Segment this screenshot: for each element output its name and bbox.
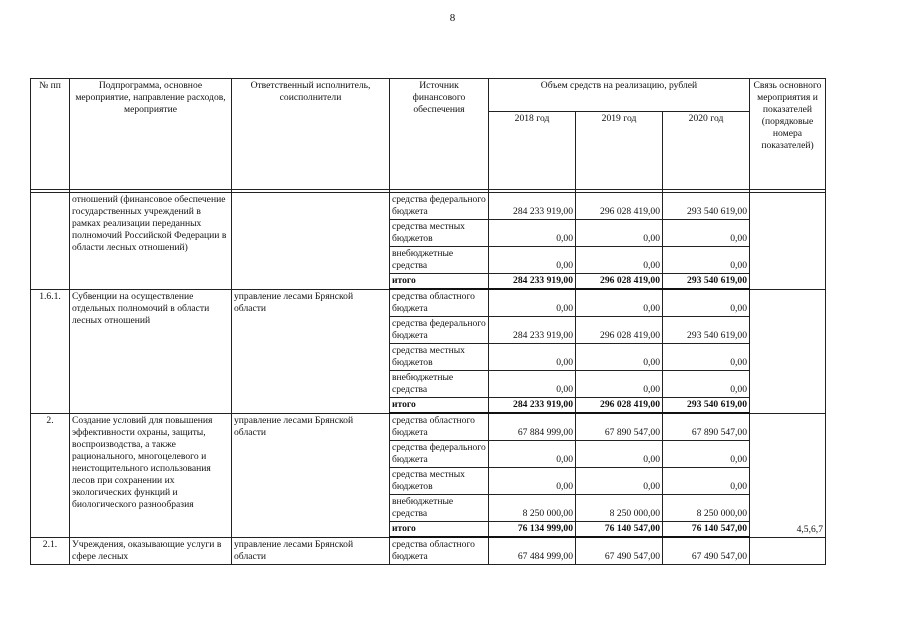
value-2018: 67 484 999,00 [489, 537, 576, 565]
header-link: Связь основного мероприятия и показателей (порядковые номера показателей) [750, 79, 826, 190]
value-2019: 296 028 419,00 [576, 274, 663, 290]
program-cell: Учреждения, оказывающие услуги в сфере лесных [70, 537, 232, 565]
value-2020: 67 490 547,00 [663, 537, 750, 565]
source-cell: средства федерального бюджета [390, 441, 489, 468]
value-2020: 293 540 619,00 [663, 398, 750, 414]
table-body [31, 79, 826, 565]
value-2019: 296 028 419,00 [576, 193, 663, 220]
value-2020: 0,00 [663, 441, 750, 468]
value-2019: 0,00 [576, 289, 663, 317]
source-cell: средства федерального бюджета [390, 193, 489, 220]
value-2018: 0,00 [489, 220, 576, 247]
row-number: 2.1. [31, 537, 70, 565]
value-2019: 67 890 547,00 [576, 413, 663, 441]
value-2018: 0,00 [489, 289, 576, 317]
source-cell: средства областного бюджета [390, 289, 489, 317]
value-2020: 0,00 [663, 220, 750, 247]
value-2018: 76 134 999,00 [489, 522, 576, 538]
value-2019: 296 028 419,00 [576, 317, 663, 344]
value-2020: 67 890 547,00 [663, 413, 750, 441]
value-2018: 284 233 919,00 [489, 398, 576, 414]
value-2019: 296 028 419,00 [576, 398, 663, 414]
value-2020: 0,00 [663, 289, 750, 317]
executor-cell: управление лесами Брянской области [232, 537, 390, 565]
value-2018: 0,00 [489, 247, 576, 274]
value-2019: 0,00 [576, 468, 663, 495]
table-row [31, 537, 826, 565]
header-row [31, 79, 826, 112]
value-2020: 293 540 619,00 [663, 193, 750, 220]
value-2019: 0,00 [576, 247, 663, 274]
link-cell: 4,5,6,7 [750, 413, 826, 537]
source-cell: средства федерального бюджета [390, 317, 489, 344]
table-row [31, 413, 826, 441]
source-cell: средства местных бюджетов [390, 344, 489, 371]
program-cell: Субвенции на осуществление отдельных полномочий в области лесных отношений [70, 289, 232, 413]
value-2020: 0,00 [663, 247, 750, 274]
value-2018: 0,00 [489, 441, 576, 468]
value-2018: 284 233 919,00 [489, 193, 576, 220]
link-cell [750, 537, 826, 565]
row-number: 1.6.1. [31, 289, 70, 413]
source-cell: внебюджетные средства [390, 495, 489, 522]
value-2020: 8 250 000,00 [663, 495, 750, 522]
row-number: 2. [31, 413, 70, 537]
value-2020: 76 140 547,00 [663, 522, 750, 538]
value-2020: 293 540 619,00 [663, 317, 750, 344]
value-2018: 284 233 919,00 [489, 317, 576, 344]
program-cell: Создание условий для повышения эффективности охраны, защиты, воспроизводства, а также рационального, многоцелевого и неистощительного использования лесов при сохранении их экологических функций и биологического разнообразия [70, 413, 232, 537]
header-source: Источник финансового обеспечения [390, 79, 489, 190]
source-cell: итого [390, 398, 489, 414]
source-cell: средства областного бюджета [390, 413, 489, 441]
value-2020: 0,00 [663, 344, 750, 371]
executor-cell [232, 193, 390, 290]
value-2020: 0,00 [663, 468, 750, 495]
link-cell [750, 289, 826, 413]
value-2019: 0,00 [576, 344, 663, 371]
value-2020: 293 540 619,00 [663, 274, 750, 290]
row-number [31, 193, 70, 290]
header-volume: Объем средств на реализацию, рублей [489, 79, 750, 112]
source-cell: внебюджетные средства [390, 371, 489, 398]
link-cell [750, 193, 826, 290]
source-cell: внебюджетные средства [390, 247, 489, 274]
executor-cell: управление лесами Брянской области [232, 413, 390, 537]
value-2018: 0,00 [489, 468, 576, 495]
source-cell: средства местных бюджетов [390, 468, 489, 495]
value-2018: 0,00 [489, 371, 576, 398]
budget-table [30, 78, 826, 565]
header-2019: 2019 год [576, 112, 663, 190]
header-num: № пп [31, 79, 70, 190]
value-2018: 284 233 919,00 [489, 274, 576, 290]
value-2018: 0,00 [489, 344, 576, 371]
header-2018: 2018 год [489, 112, 576, 190]
value-2019: 0,00 [576, 441, 663, 468]
source-cell: средства областного бюджета [390, 537, 489, 565]
value-2020: 0,00 [663, 371, 750, 398]
value-2019: 67 490 547,00 [576, 537, 663, 565]
value-2018: 8 250 000,00 [489, 495, 576, 522]
table-row [31, 289, 826, 317]
program-cell: отношений (финансовое обеспечение государственных учреждений в рамках реализации переданных полномочий Российской Федерации в области лесных отношений) [70, 193, 232, 290]
value-2018: 67 884 999,00 [489, 413, 576, 441]
source-cell: средства местных бюджетов [390, 220, 489, 247]
table-row [31, 193, 826, 220]
header-2020: 2020 год [663, 112, 750, 190]
source-cell: итого [390, 274, 489, 290]
executor-cell: управление лесами Брянской области [232, 289, 390, 413]
value-2019: 76 140 547,00 [576, 522, 663, 538]
page-number: 8 [449, 12, 456, 24]
header-executor: Ответственный исполнитель, соисполнители [232, 79, 390, 190]
source-cell: итого [390, 522, 489, 538]
value-2019: 0,00 [576, 220, 663, 247]
value-2019: 8 250 000,00 [576, 495, 663, 522]
header-program: Подпрограмма, основное мероприятие, направление расходов, мероприятие [70, 79, 232, 190]
value-2019: 0,00 [576, 371, 663, 398]
